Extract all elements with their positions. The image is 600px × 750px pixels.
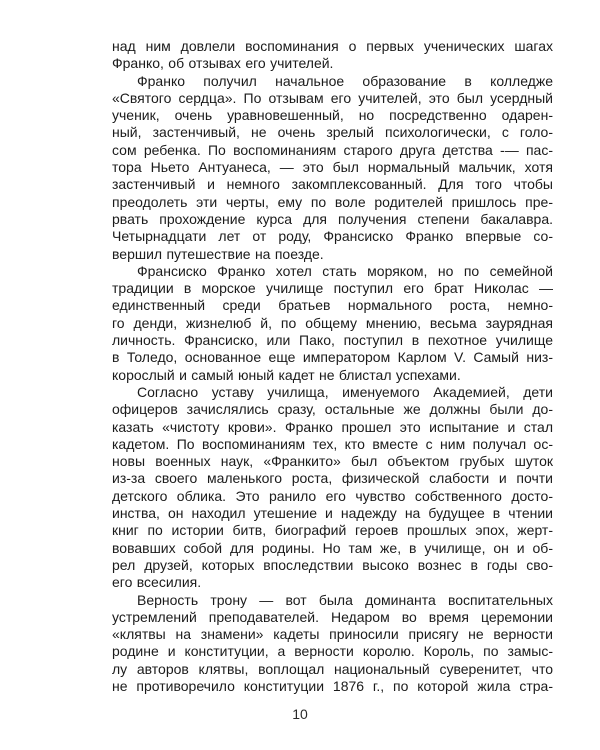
text-line: вершил путешествие на поезде.	[112, 245, 324, 262]
text-line: казать «чистоту крови». Франко прошел это испытание и стал	[112, 418, 553, 435]
text-line: «Святого сердца». По отзывам его учителей, это был усердный	[112, 89, 553, 106]
text-line: сом ребенка. По воспоминаниям старого друга детства -— пас-	[112, 141, 553, 158]
text-line: Согласно уставу училища, именуемого Академией, дети	[137, 383, 553, 400]
text-line: ный, застенчивый, не очень зрелый психологически, с голо-	[112, 124, 553, 141]
text-line: «клятвы на знамени» кадеты приносили присягу не верности	[112, 626, 553, 643]
text-line: Франсиско Франко хотел стать моряком, но по семейной	[137, 262, 553, 279]
text-line: родине и конституции, а верности королю. Король, по замыс-	[112, 643, 553, 660]
text-line: го денди, жизнелюб й, по общему мнению, весьма заурядная	[112, 314, 553, 331]
paragraph	[112, 73, 553, 263]
text-line: книг по истории битв, биографий героев прошлых эпох, жерт-	[112, 522, 553, 539]
paragraph	[112, 38, 553, 73]
text-line: Четырнадцати лет от роду, Франсиско Франко впервые со-	[112, 228, 553, 245]
text-line: из-за своего маленького роста, физической слабости и почти	[112, 470, 553, 487]
paragraph	[112, 384, 553, 592]
text-line: преодолеть эти черты, ему по воле родителей пришлось пре-	[112, 193, 553, 210]
paragraph	[112, 263, 553, 384]
text-line: лу авторов клятвы, воплощал национальный суверенитет, что	[112, 660, 553, 677]
page-number: 10	[292, 706, 308, 722]
text-line: не противоречило конституции 1876 г., по которой жила стра-	[112, 677, 553, 694]
paragraph	[112, 592, 553, 696]
text-line: над ним довлели воспоминания о первых ученических шагах	[112, 38, 553, 54]
text-line: Франко получил начальное образование в колледже	[137, 72, 553, 89]
text-line: корослый и самый юный кадет не блистал успехами.	[112, 366, 461, 383]
text-line: тора Ньето Антуанеса, — это был нормальный мальчик, хотя	[112, 159, 553, 176]
text-line: ученик, очень уравновешенный, но посредственно одарен-	[112, 107, 553, 124]
text-line: новы военных наук, «Франкито» был объектом грубых шуток	[112, 453, 553, 470]
text-line: Франко, об отзывах его учителей.	[112, 55, 334, 72]
text-line: традиции в морское училище поступил его брат Николас —	[112, 280, 553, 297]
text-line: кадетом. По воспоминаниям тех, кто вместе с ним получал ос-	[112, 435, 553, 452]
text-block	[112, 38, 553, 695]
text-line: Верность трону — вот была доминанта воспитательных	[137, 591, 553, 608]
text-line: в Толедо, основанное еще императором Карлом V. Самый низ-	[112, 349, 553, 366]
text-line: инства, он находил утешение и надежду на будущее в чтении	[112, 505, 553, 522]
text-line: его всесилия.	[112, 574, 202, 591]
text-line: единственный среди братьев нормального роста, немно-	[112, 297, 553, 314]
text-line: детского облика. Это ранило его чувство собственного досто-	[112, 487, 553, 504]
text-line: застенчивый и немного закомплексованный. Для того чтобы	[112, 176, 553, 193]
text-line: устремлений преподавателей. Недаром во время церемонии	[112, 608, 553, 625]
text-line: вовавших собой для родины. Но там же, в училище, он и об-	[112, 539, 553, 556]
text-line: рел друзей, которых впоследствии высоко вознес в годы сво-	[112, 556, 553, 573]
text-line: рвать прохождение курса для получения степени бакалавра.	[112, 210, 553, 227]
text-line: офицеров зачислялись сразу, остальные же должны были до-	[112, 401, 553, 418]
text-line: личность. Франсиско, или Пако, поступил в пехотное училище	[112, 332, 553, 349]
